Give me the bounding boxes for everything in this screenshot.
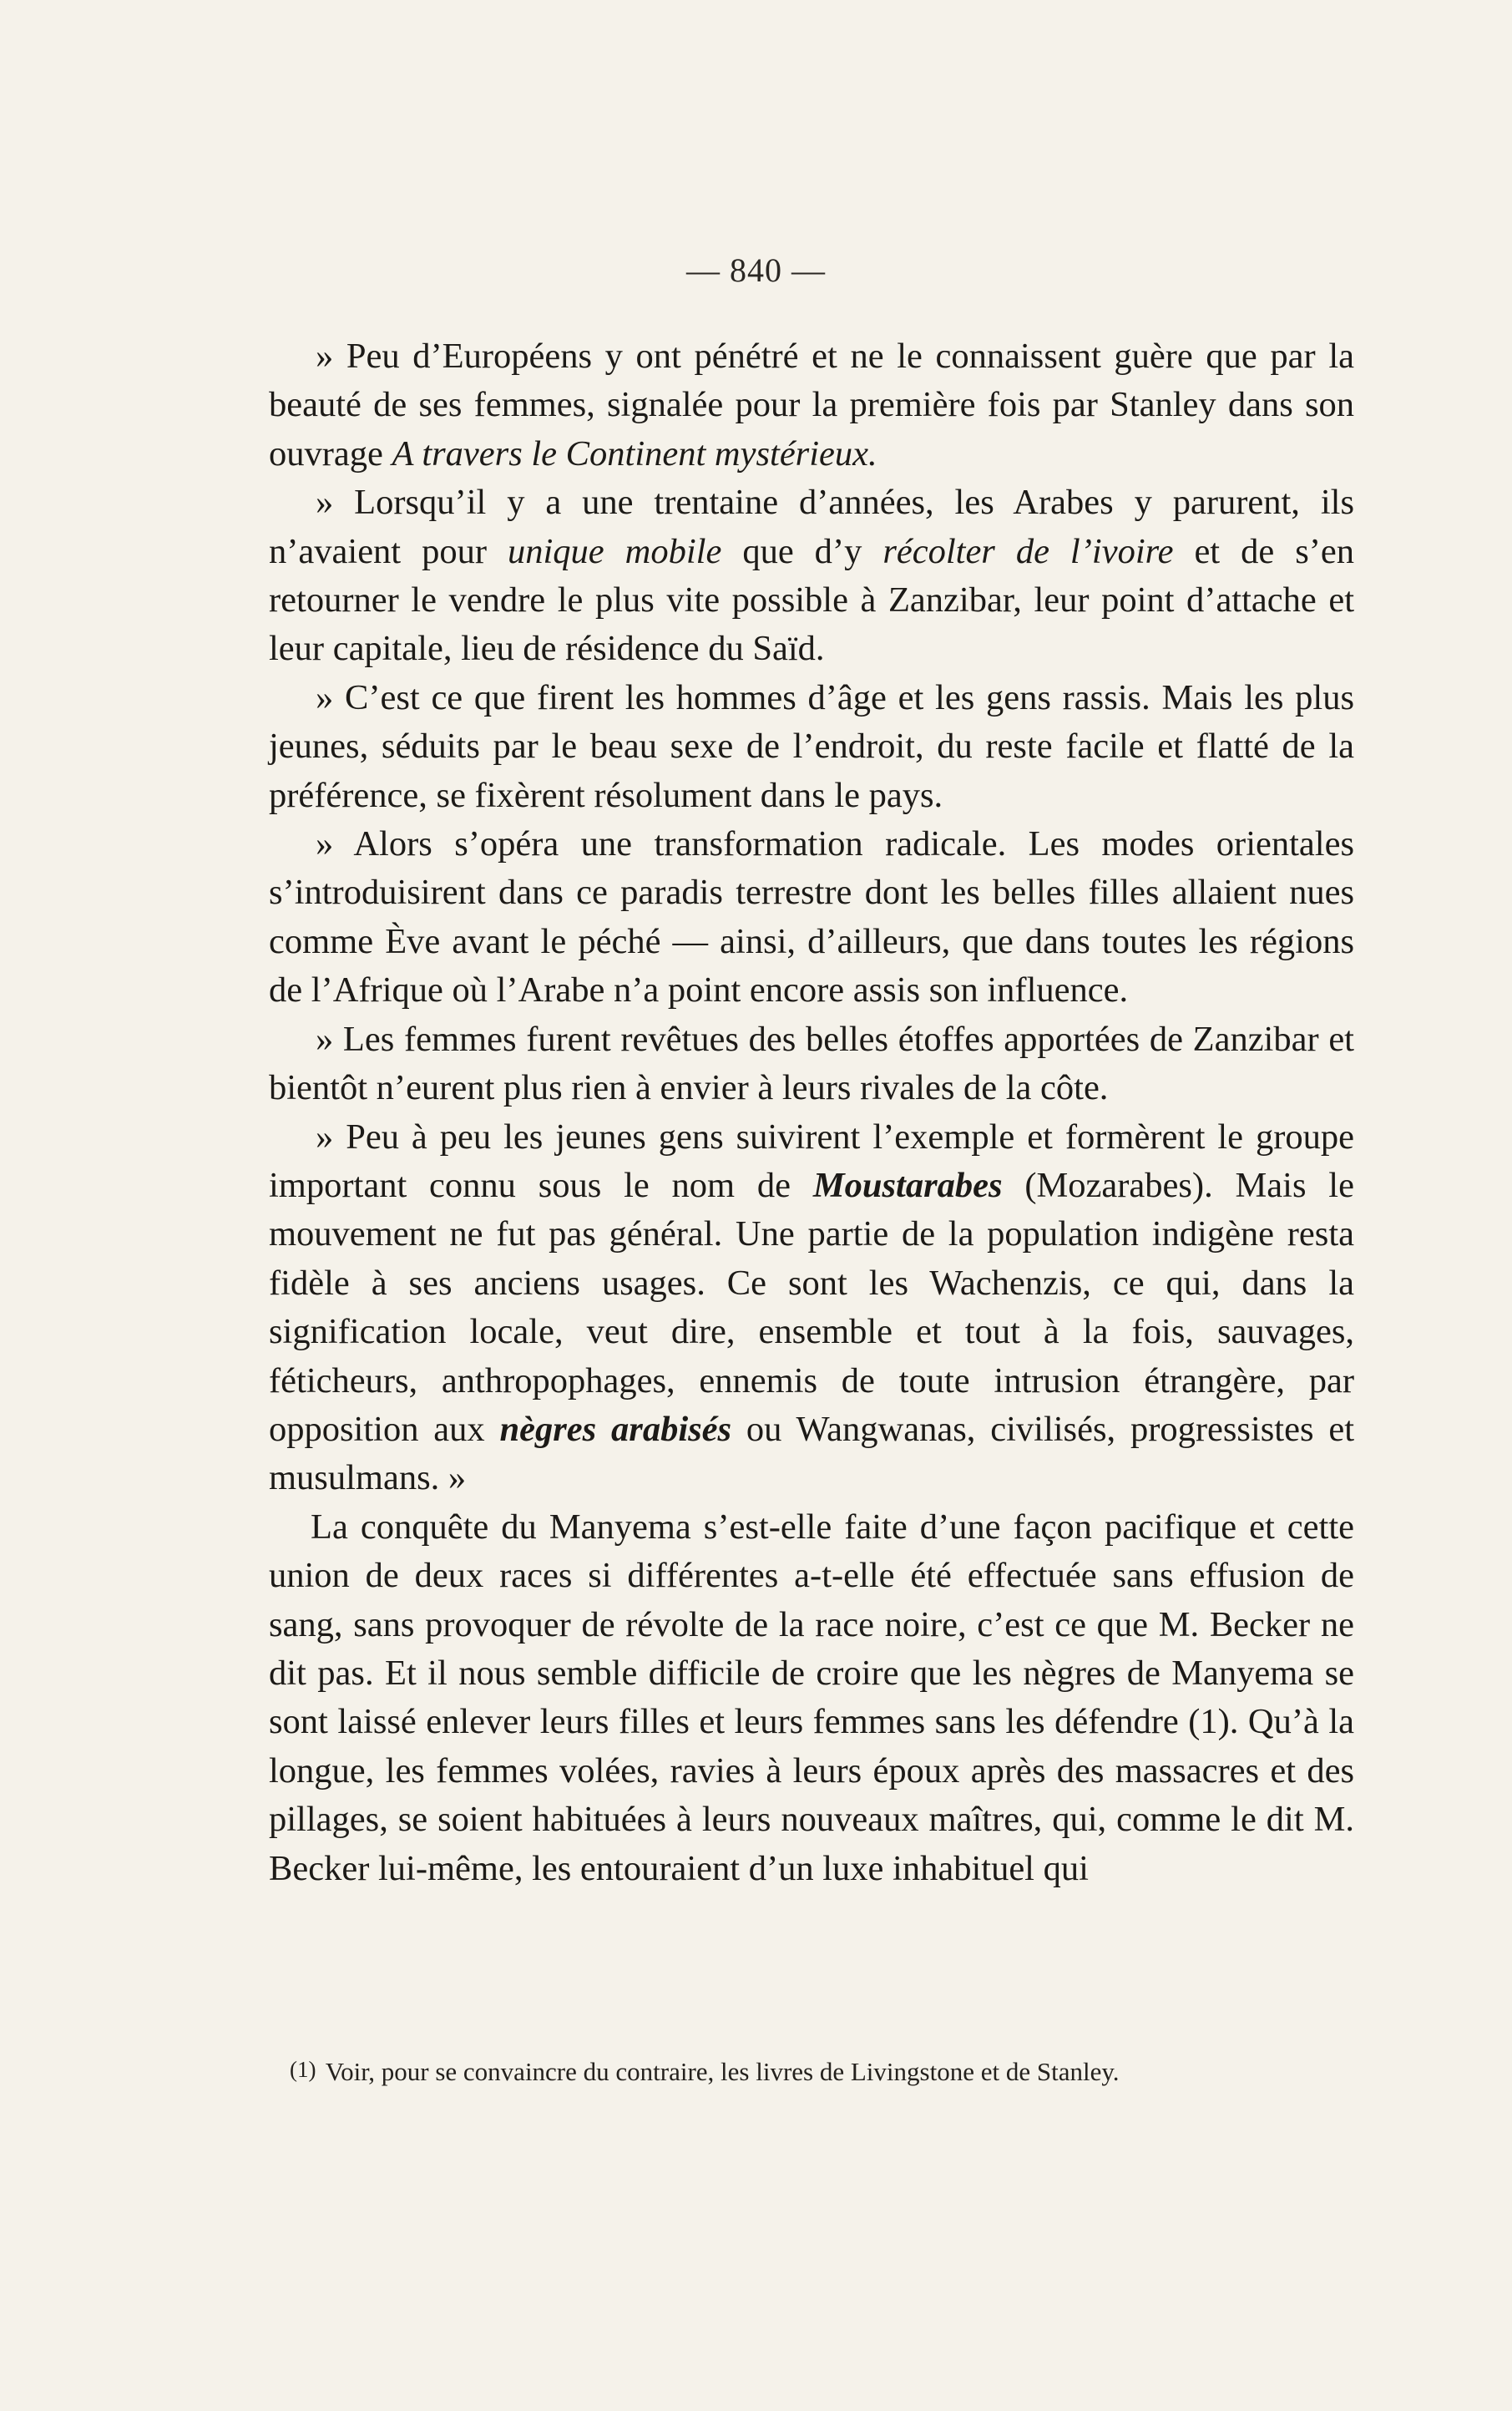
- body-text: [269, 332, 1354, 1893]
- text-segment: et de s’en retourner le vendre le plus vite possible à Zanzibar, leur point d’attache et leur capitale, lieu de résidence du Saïd.: [269, 531, 1355, 669]
- page-number: — 840 —: [686, 251, 826, 289]
- text-segment: (Mozarabes). Mais le mouvement ne fut pas général. Une partie de la population indigène resta fidèle à ses anciens usages. Ce sont les Wachenzis, ce qui, dans la signification locale, veut dire, ensemble et tout à la fois, sauvages, féticheurs, anthropophages, ennemis de toute intrusion étrangère, par opposition aux: [269, 1165, 1354, 1449]
- footnote-marker: (1): [290, 2057, 316, 2082]
- paragraph-4: [269, 820, 1354, 1016]
- paragraph-6: [269, 1113, 1354, 1503]
- text-segment: La conquête du Manyema s’est-elle faite d’une façon pacifique et cette union de deux races si différentes a-t-elle été effectuée sans effusion de sang, sans provoquer de révolte de la race noire, c’est ce que M. Becker ne dit pas. Et il nous semble difficile de croire que les nègres de Manyema se sont laissé enlever leurs filles et leurs femmes sans les défendre (1). Qu’à la longue, les femmes volées, ravies à leurs époux après des massacres et des pillages, se soient habituées à leurs nouveaux maîtres, qui, comme le dit M. Becker lui-même, les entouraient d’un luxe inhabituel qui: [269, 1507, 1354, 1888]
- text-segment: que d’y: [721, 531, 883, 571]
- text-segment: » Alors s’opéra une transformation radicale. Les modes orientales s’introduisirent dans ce paradis terrestre dont les belles filles allaient nues comme Ève avant le péché — ainsi, d’ailleurs, que dans toutes les régions de l’Afrique où l’Arabe n’a point encore assis son influence.: [269, 824, 1354, 1010]
- text-segment: » Peu d’Européens y ont pénétré et ne le connaissent guère que par la beauté de ses femmes, signalée pour la première fois par Stanley dans son ouvrage: [269, 337, 1354, 474]
- text-segment: unique mobile: [507, 531, 722, 571]
- text-segment: A travers le Continent mystérieux.: [392, 433, 877, 474]
- paragraph-2: [269, 479, 1354, 674]
- text-segment: Moustarabes: [812, 1165, 1003, 1205]
- footnote-text: Voir, pour se convaincre du contraire, les livres de Livingstone et de Stanley.: [325, 2057, 1120, 2086]
- paragraph-7: [269, 1503, 1354, 1893]
- paragraph-1: [269, 332, 1354, 479]
- text-segment: » C’est ce que firent les hommes d’âge et les gens rassis. Mais les plus jeunes, séduits par le beau sexe de l’endroit, du reste facile et flatté de la préférence, se fixèrent résolument dans le pays.: [269, 677, 1354, 815]
- paragraph-5: [269, 1016, 1354, 1113]
- text-segment: récolter de l’ivoire: [882, 531, 1174, 571]
- text-segment: ou Wangwanas, civilisés, progressistes et musulmans. »: [269, 1409, 1355, 1498]
- footnote: [290, 2053, 1358, 2089]
- text-segment: » Peu à peu les jeunes gens suivirent l’exemple et formèrent le groupe important connu sous le nom de: [269, 1117, 1354, 1205]
- paragraph-3: [269, 674, 1354, 820]
- text-segment: » Lorsqu’il y a une trentaine d’années, les Arabes y parurent, ils n’avaient pour: [269, 483, 1354, 571]
- text-segment: » Les femmes furent revêtues des belles étoffes apportées de Zanzibar et bientôt n’eurent plus rien à envier à leurs rivales de la côte.: [269, 1019, 1354, 1108]
- text-segment: nègres arabisés: [499, 1409, 732, 1449]
